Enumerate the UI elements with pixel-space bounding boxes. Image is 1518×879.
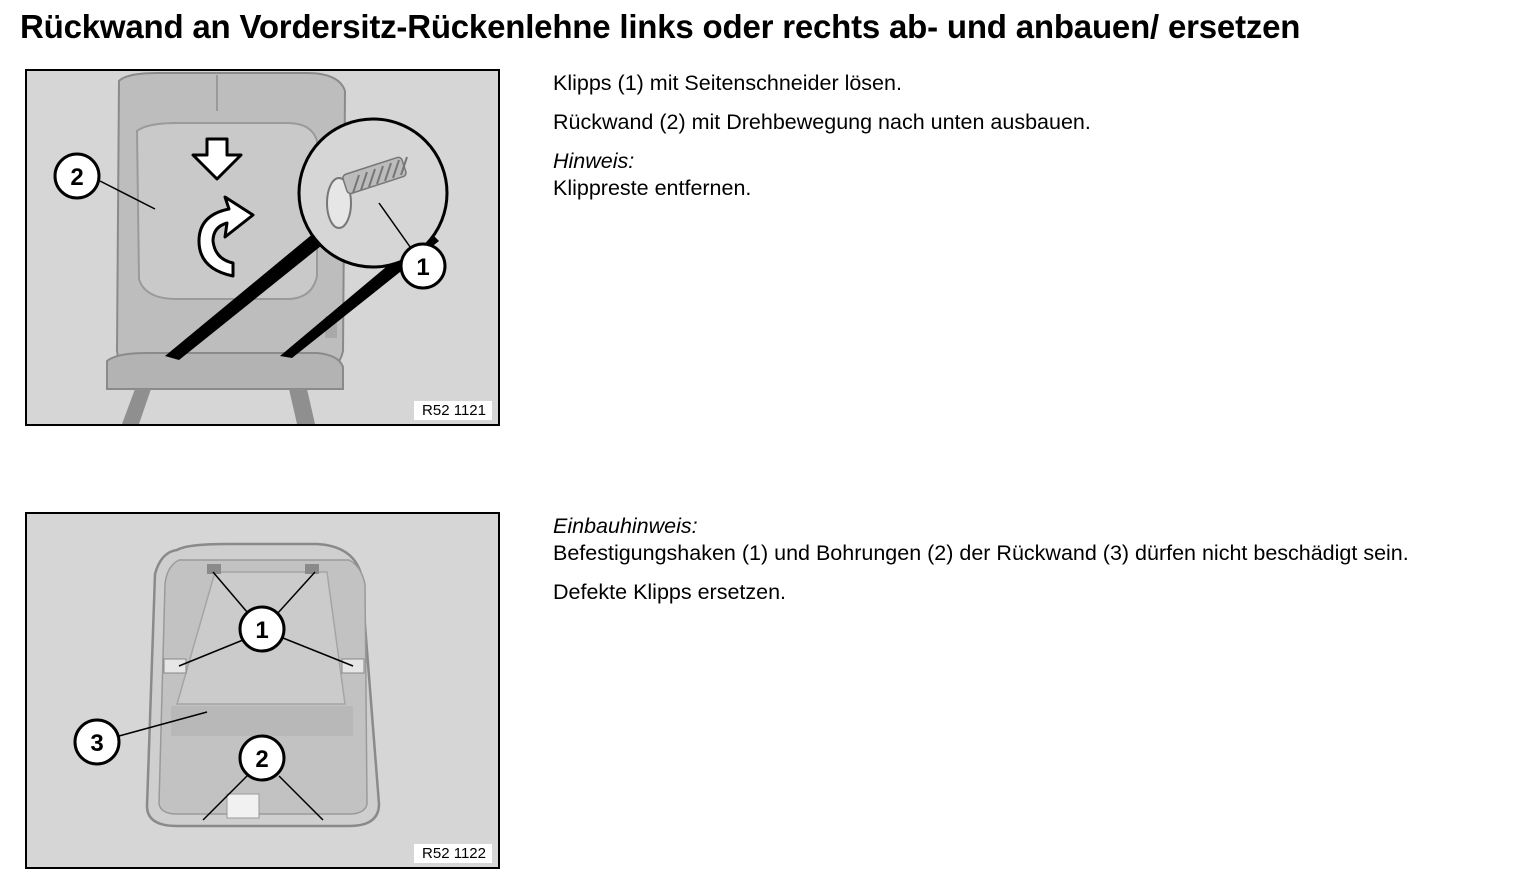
svg-text:1: 1 [255,617,269,644]
svg-text:2: 2 [255,746,269,773]
callout-1 [401,244,445,288]
note-heading: Hinweis: [553,149,635,173]
svg-text:1: 1 [416,254,430,281]
figure-code: R52 1122 [414,844,492,863]
install-note-text: Befestigungshaken (1) und Bohrungen (2) der Rückwand (3) dürfen nicht beschädigt sein. [553,541,1409,565]
svg-text:3: 3 [90,730,104,757]
step-2: Rückwand (2) mit Drehbewegung nach unten ausbauen. [553,110,1091,134]
step-1: Klipps (1) mit Seitenschneider lösen. [553,71,902,95]
section-2-text [553,513,1409,618]
seat-back-illustration [27,71,498,424]
figure-seat-back-panel [25,512,500,869]
callout-2 [240,736,284,780]
callout-2 [55,154,99,198]
install-note-heading: Einbauhinweis: [553,514,698,538]
note-text: Klippreste entfernen. [553,176,752,200]
figure-seat-back-removal [25,69,500,426]
svg-text:2: 2 [70,164,84,191]
figure-code: R52 1121 [414,401,492,420]
step-replace-clips: Defekte Klipps ersetzen. [553,580,787,604]
back-panel-illustration [27,514,498,867]
section-1-text [553,70,1091,202]
page-title: Rückwand an Vordersitz-Rückenlehne links oder rechts ab- und anbauen/ ersetzen [20,8,1301,45]
callout-1 [240,607,284,651]
callout-3 [75,720,119,764]
